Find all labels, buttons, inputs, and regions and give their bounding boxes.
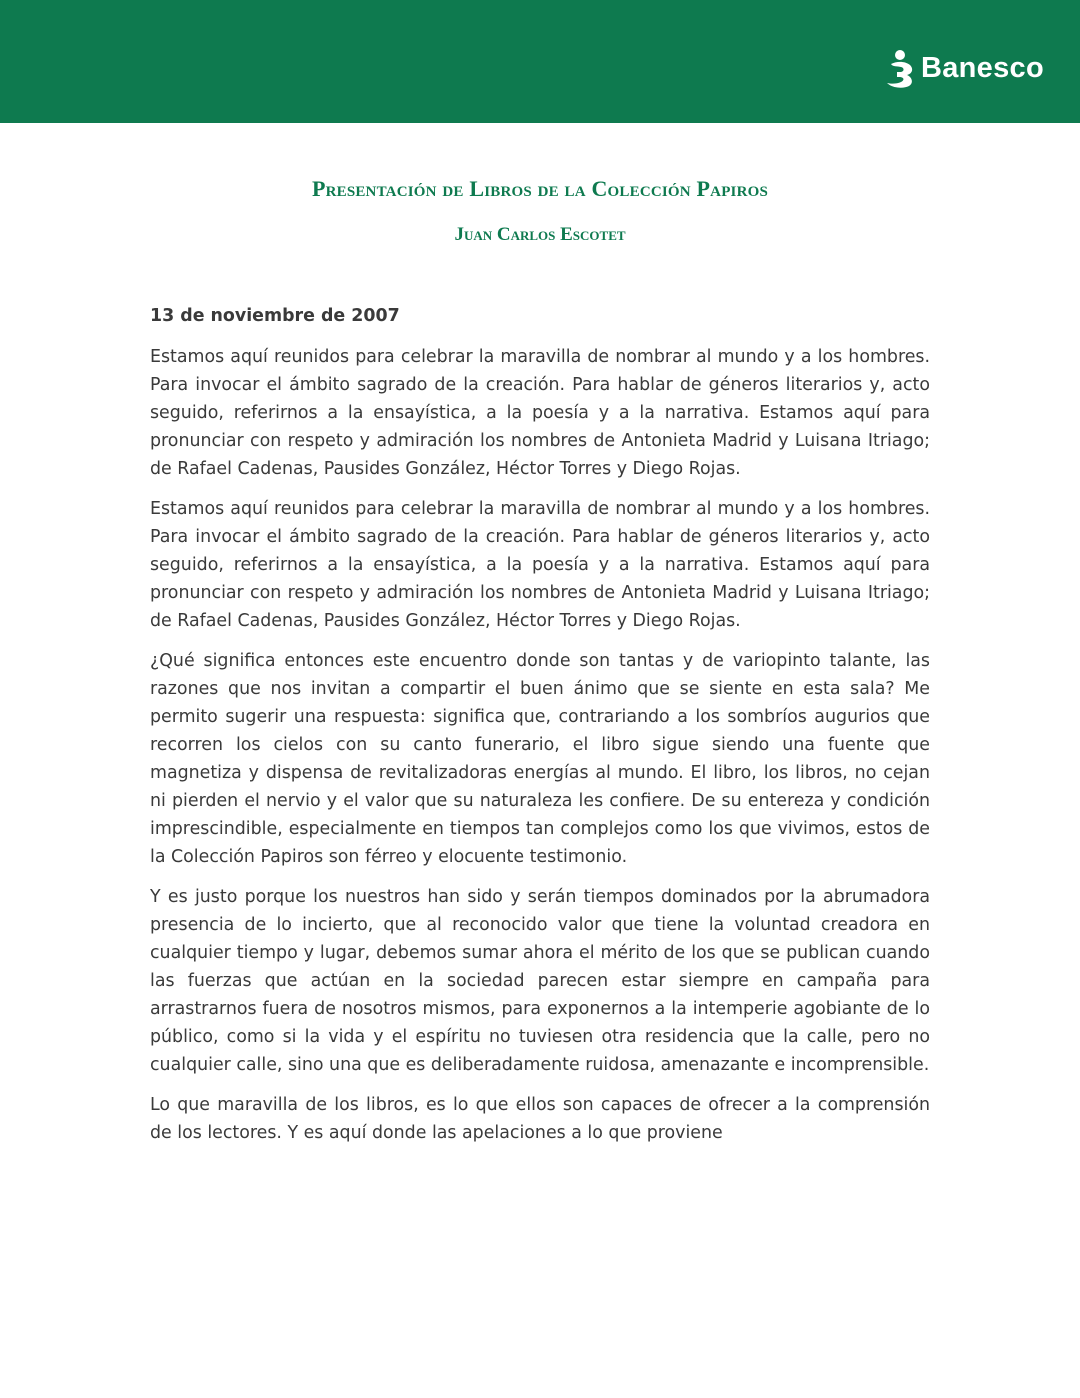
banesco-logo [883,48,1044,88]
paragraph: Estamos aquí reunidos para celebrar la maravilla de nombrar al mundo y a los hombres. Para invocar el ámbito sagrado de la creación. Para hablar de géneros literarios y, acto seguido, referirnos a la ensayística, a la poesía y a la narrativa. Estamos aquí para pronunciar con respeto y admiración los nombres de Antonieta Madrid y Luisana Itriago; de Rafael Cadenas, Pausides González, Héctor Torres y Diego Rojas. [150,347,930,479]
document-date: 13 de noviembre de 2007 [150,306,400,326]
banesco-logo-icon [883,48,917,88]
document-title: Presentación de Libros de la Colección Papiros [311,176,769,201]
document-body [150,302,930,1159]
paragraph: Y es justo porque los nuestros han sido y serán tiempos dominados por la abrumadora presencia de lo incierto, que al reconocido valor que tiene la voluntad creadora en cualquier tiempo y lugar, debemos sumar ahora el mérito de los que se publican cuando las fuerzas que actúan en la sociedad parecen estar siempre en campaña para arrastrarnos fuera de nosotros mismos, para exponernos a la intemperie agobiante de lo público, como si la vida y el espíritu no tuviesen otra residencia que la calle, pero no cualquier calle, sino una que es deliberadamente ruidosa, amenazante e incomprensible. [150,887,930,1075]
document-author: Juan Carlos Escotet [454,224,626,245]
brand-name: Banesco [921,51,1044,84]
paragraph: Lo que maravilla de los libros, es lo que ellos son capaces de ofrecer a la comprensión de los lectores. Y es aquí donde las apelaciones a lo que proviene [150,1095,930,1143]
paragraph: Estamos aquí reunidos para celebrar la maravilla de nombrar al mundo y a los hombres. Para invocar el ámbito sagrado de la creación. Para hablar de géneros literarios y, acto seguido, referirnos a la ensayística, a la poesía y a la narrativa. Estamos aquí para pronunciar con respeto y admiración los nombres de Antonieta Madrid y Luisana Itriago; de Rafael Cadenas, Pausides González, Héctor Torres y Diego Rojas. [150,499,930,631]
paragraph: ¿Qué significa entonces este encuentro donde son tantas y de variopinto talante, las razones que nos invitan a compartir el buen ánimo que se siente en esta sala? Me permito sugerir una respuesta: significa que, contrariando a los sombríos augurios que recorren los cielos con su canto funerario, el libro sigue siendo una fuente que magnetiza y dispensa de revitalizadoras energías al mundo. El libro, los libros, no cejan ni pierden el nervio y el valor que su naturaleza les confiere. De su entereza y condición imprescindible, especialmente en tiempos tan complejos como los que vivimos, estos de la Colección Papiros son férreo y elocuente testimonio. [150,651,930,867]
header-band [0,0,1080,123]
